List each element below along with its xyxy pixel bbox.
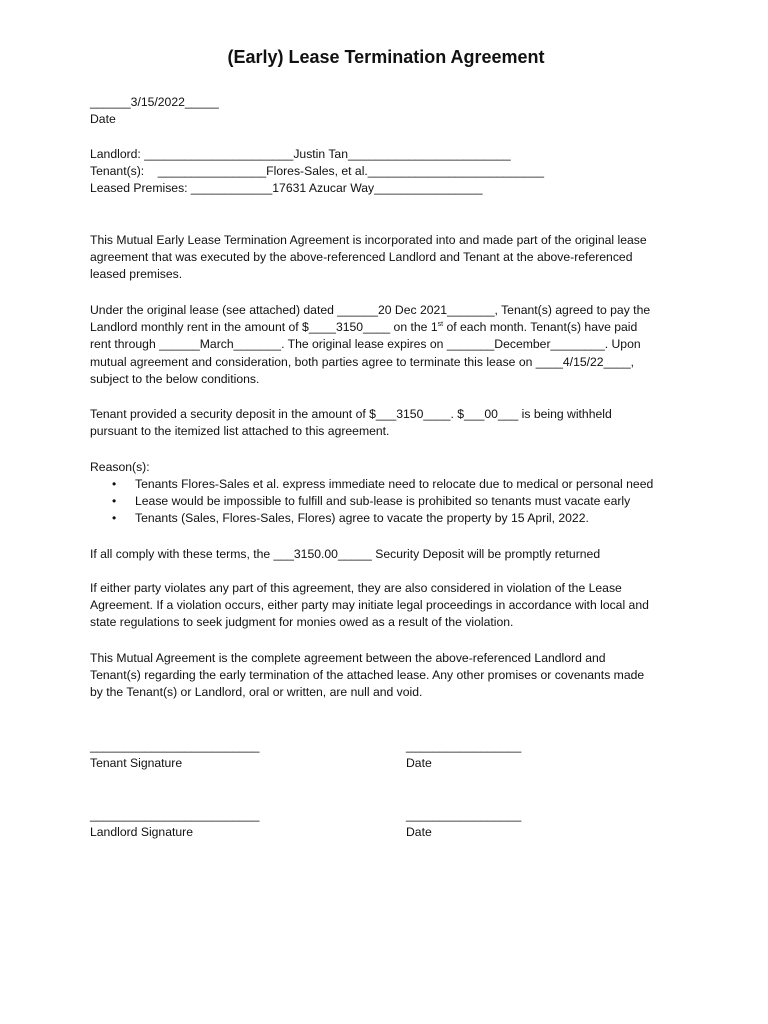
tenant-date-label: Date	[406, 756, 432, 770]
landlord-date-label: Date	[406, 825, 432, 839]
violation-paragraph	[90, 580, 690, 632]
lease-terms-line: mutual agreement and consideration, both parties agree to terminate this lease on ____4/15/22____,	[90, 354, 635, 369]
document-title: (Early) Lease Termination Agreement	[227, 47, 545, 67]
list-item: • Tenants Flores-Sales et al. express immediate need to relocate due to medical or personal need	[90, 476, 690, 493]
landlord-signature-line[interactable]: _________________________	[90, 808, 260, 822]
deposit-paragraph	[90, 406, 690, 440]
lease-terms-line	[90, 319, 690, 336]
lease-terms-line: subject to the below conditions.	[90, 371, 260, 386]
intro-line: leased premises.	[90, 267, 183, 282]
mutual-line: Tenant(s) regarding the early termination of the attached lease. Any other promises or covenants made	[90, 668, 645, 683]
mutual-line: by the Tenant(s) or Landlord, oral or written, are null and void.	[90, 685, 423, 700]
list-item: • Lease would be impossible to fulfill and sub-lease is prohibited so tenants must vacate early	[90, 493, 690, 510]
intro-line: This Mutual Early Lease Termination Agreement is incorporated into and made part of the original lease	[90, 233, 647, 247]
reasons-list	[90, 476, 690, 528]
landlord-date-line[interactable]: _________________	[406, 808, 522, 822]
intro-line: agreement that was executed by the above-referenced Landlord and Tenant at the above-referenced	[90, 250, 633, 265]
premises-line: Leased Premises: ____________17631 Azucar Way________________	[90, 181, 483, 196]
tenants-line: Tenant(s): ________________Flores-Sales, et al.__________________________	[90, 164, 545, 179]
mutual-agreement-paragraph	[90, 650, 690, 702]
ordinal-suffix: st	[437, 321, 444, 329]
date-value: ______3/15/2022_____	[90, 95, 219, 109]
landlord-signature-label: Landlord Signature	[90, 825, 193, 839]
tenant-date-line[interactable]: _________________	[406, 739, 522, 753]
lease-terms-line: rent through ______March_______. The original lease expires on _______December________. Upon	[90, 337, 641, 352]
deposit-line: pursuant to the itemized list attached to this agreement.	[90, 424, 390, 439]
mutual-line: This Mutual Agreement is the complete agreement between the above-referenced Landlord and	[90, 651, 606, 665]
date-label: Date	[90, 112, 116, 127]
tenant-signature-label: Tenant Signature	[90, 756, 183, 770]
list-item: • Tenants (Sales, Flores-Sales, Flores) agree to vacate the property by 15 April, 2022.	[90, 510, 690, 527]
lease-terms-paragraph	[90, 302, 690, 388]
intro-paragraph	[90, 232, 690, 284]
violation-line: If either party violates any part of this agreement, they are also considered in violation of the Lease	[90, 581, 622, 595]
rent-due-text: of each month. Tenant(s) have paid	[443, 320, 638, 335]
reasons-label: Reason(s):	[90, 460, 150, 474]
tenant-signature-line[interactable]: _________________________	[90, 739, 260, 753]
comply-paragraph: If all comply with these terms, the ___3150.00_____ Security Deposit will be promptly returned	[90, 547, 601, 561]
rent-amount-text: Landlord monthly rent in the amount of $____3150____ on the 1	[90, 320, 438, 335]
deposit-line: Tenant provided a security deposit in the amount of $___3150____. $___00___ is being withheld	[90, 407, 612, 421]
lease-terms-line: Under the original lease (see attached) dated ______20 Dec 2021_______, Tenant(s) agreed to pay the	[90, 303, 651, 317]
date-block	[90, 94, 690, 128]
violation-line: state regulations to seek judgment for monies owed as a result of the violation.	[90, 615, 514, 630]
parties-block	[90, 146, 690, 198]
landlord-line: Landlord: ______________________Justin Tan________________________	[90, 147, 511, 161]
violation-line: Agreement. If a violation occurs, either party may initiate legal proceedings in accordance with local and	[90, 598, 649, 613]
